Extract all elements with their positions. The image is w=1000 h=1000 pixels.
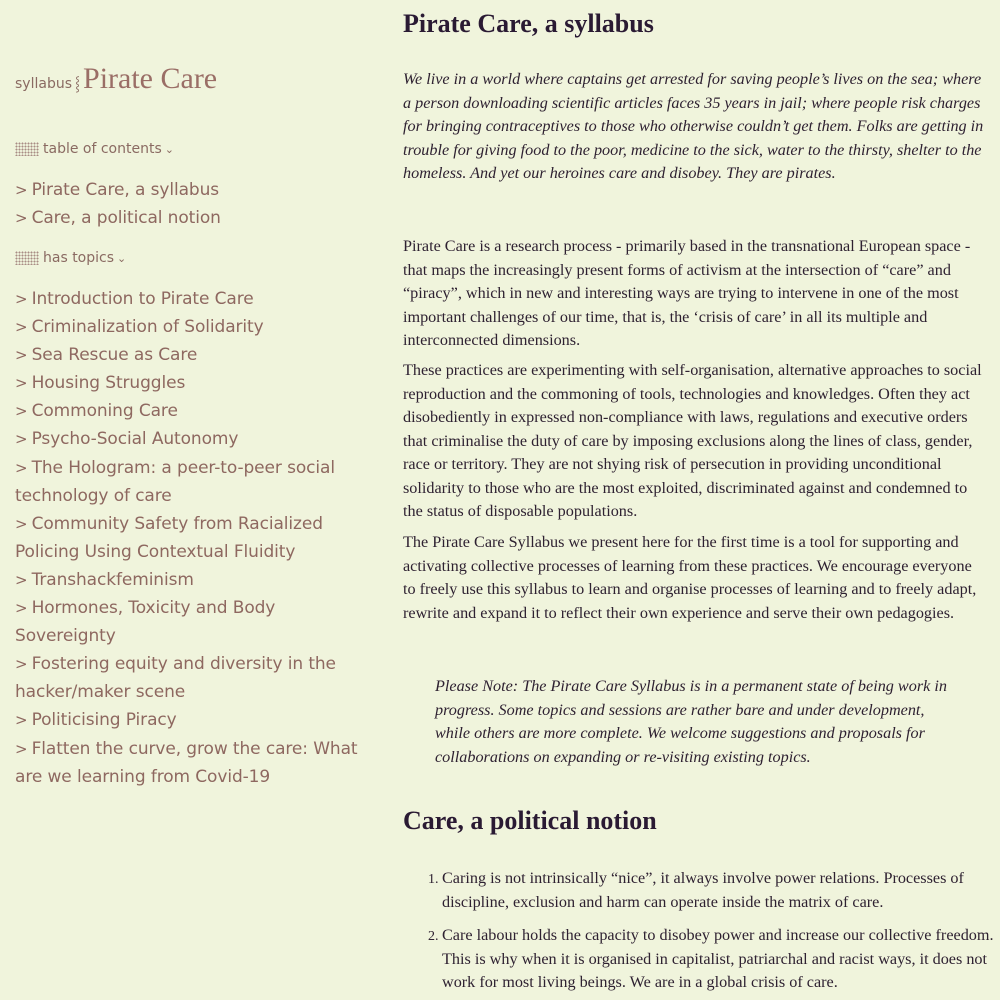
principles-list xyxy=(403,867,1000,1000)
chevron-right-icon: > xyxy=(15,711,28,730)
nav-item-label: Politicising Piracy xyxy=(31,710,177,731)
paragraph-research: Pirate Care is a research process - primarily based in the transnational European space - that maps the increasingly present forms of activism at the intersection of “care” and “piracy”, which in new and interesting ways are trying to intervene in one of the most important challenges of our time, that is, the ‘crisis of care’ in all its multiple and interconnected dimensions. xyxy=(403,237,971,349)
chevron-right-icon: > xyxy=(15,570,28,589)
toc-label: table of contents xyxy=(43,141,162,157)
toc-toggle[interactable] xyxy=(15,141,174,157)
chevron-right-icon: > xyxy=(15,514,28,533)
chevron-right-icon: > xyxy=(15,739,28,758)
nav-item-label: Psycho-Social Autonomy xyxy=(31,429,239,450)
topic-item[interactable] xyxy=(15,566,375,594)
chevron-right-icon: > xyxy=(15,599,28,618)
topic-item[interactable] xyxy=(15,397,375,425)
topic-item[interactable] xyxy=(15,341,375,369)
nav-item-label: Flatten the curve, grow the care: What are we learning from Covid-19 xyxy=(15,738,358,787)
chevron-right-icon: > xyxy=(15,430,28,449)
chevron-down-icon: ⌄ xyxy=(164,142,174,156)
brand-title: Pirate Care xyxy=(83,62,218,95)
topic-item[interactable] xyxy=(15,510,375,566)
nav-item-label: The Hologram: a peer-to-peer social technology of care xyxy=(15,457,335,506)
topic-item[interactable] xyxy=(15,594,375,650)
chevron-right-icon: > xyxy=(15,318,28,337)
topic-item[interactable] xyxy=(15,650,375,706)
nav-item-label: Community Safety from Racialized Policing Using Contextual Fluidity xyxy=(15,513,323,562)
topic-item[interactable] xyxy=(15,285,375,313)
paragraph-practices: These practices are experimenting with self-organisation, alternative approaches to social reproduction and the commoning of tools, technologies and knowledges. Often they act disobediently in expressed non-compliance with laws, regulations and executive orders that criminalise the duty of care by imposing exclusions along the lines of class, gender, race or territory. They are not shying risk of persecution in providing unconditional solidarity to those who are the most exploited, discriminated against and condemned to the status of disposable populations. xyxy=(403,361,982,520)
chevron-down-icon: ⌄ xyxy=(117,251,127,265)
list-item: 2. Care labour holds the capacity to disobey power and increase our collective freedom. This is why when it is organised in capitalist, patriarchal and racist ways, it does not work for most living beings. We are in a global crisis of care. xyxy=(442,924,1000,995)
chevron-right-icon: > xyxy=(15,402,28,421)
section-heading-political-notion: Care, a political notion xyxy=(403,806,657,835)
topics-list xyxy=(15,285,375,791)
topic-item[interactable] xyxy=(15,425,375,453)
chevron-right-icon: > xyxy=(15,655,28,674)
topic-item[interactable] xyxy=(15,454,375,510)
topics-label: has topics xyxy=(43,250,115,266)
brand-separator-icon: ⸾ xyxy=(75,76,81,92)
nav-item-label: Pirate Care, a syllabus xyxy=(31,180,220,200)
nav-item-label: Care, a political notion xyxy=(31,208,221,229)
dot-grid-icon xyxy=(15,142,39,156)
chevron-right-icon: > xyxy=(15,209,28,228)
topics-toggle[interactable] xyxy=(15,250,126,266)
chevron-right-icon: > xyxy=(15,374,28,393)
note-callout: Please Note: The Pirate Care Syllabus is in a permanent state of being work in progress. Some topics and sessions are rather bare and under development, while others are more complete. We welcome suggestions and proposals for collaborations on expanding or re-visiting existing topics. xyxy=(435,677,947,766)
section-heading-syllabus: Pirate Care, a syllabus xyxy=(403,9,654,38)
topic-item[interactable] xyxy=(15,706,375,734)
topic-item[interactable] xyxy=(15,369,375,397)
chevron-right-icon: > xyxy=(15,346,28,365)
nav-item-label: Sea Rescue as Care xyxy=(31,345,198,366)
topic-item[interactable] xyxy=(15,735,375,791)
nav-item-label: Housing Struggles xyxy=(31,373,186,394)
toc-item[interactable] xyxy=(15,204,375,232)
intro-paragraph: We live in a world where captains get arrested for saving people’s lives on the sea; where a person downloading scientific articles faces 35 years in jail; where people risk charges for bringing contraceptives to those who otherwise couldn’t get them. Folks are getting in trouble for giving food to the poor, medicine to the sick, water to the thirsty, shelter to the homeless. And yet our heroines care and disobey. They are pirates. xyxy=(403,70,984,182)
dot-grid-icon xyxy=(15,251,39,265)
chevron-right-icon: > xyxy=(15,290,28,308)
paragraph-syllabus: The Pirate Care Syllabus we present here for the first time is a tool for supporting and activating collective processes of learning from these practices. We encourage everyone to freely use this syllabus to learn and organise processes of learning and to freely adapt, rewrite and expand it to reflect their own experience and serve their own pedagogies. xyxy=(403,533,977,622)
chevron-right-icon: > xyxy=(15,181,28,199)
nav-item-label: Transhackfeminism xyxy=(31,569,194,590)
nav-item-label: Fostering equity and diversity in the hacker/maker scene xyxy=(15,654,336,703)
nav-item-label: Criminalization of Solidarity xyxy=(31,317,264,338)
toc-item[interactable] xyxy=(15,176,375,204)
site-brand[interactable] xyxy=(15,62,217,96)
nav-item-label: Introduction to Pirate Care xyxy=(31,289,254,309)
list-item: 1. Caring is not intrinsically “nice”, it always involve power relations. Processes of discipline, exclusion and harm can operate inside the matrix of care. xyxy=(442,867,1000,914)
toc-list xyxy=(15,176,375,232)
topic-item[interactable] xyxy=(15,313,375,341)
nav-item-label: Hormones, Toxicity and Body Sovereignty xyxy=(15,598,276,647)
chevron-right-icon: > xyxy=(15,458,28,477)
nav-item-label: Commoning Care xyxy=(31,401,178,422)
brand-subtitle: syllabus xyxy=(15,76,72,92)
